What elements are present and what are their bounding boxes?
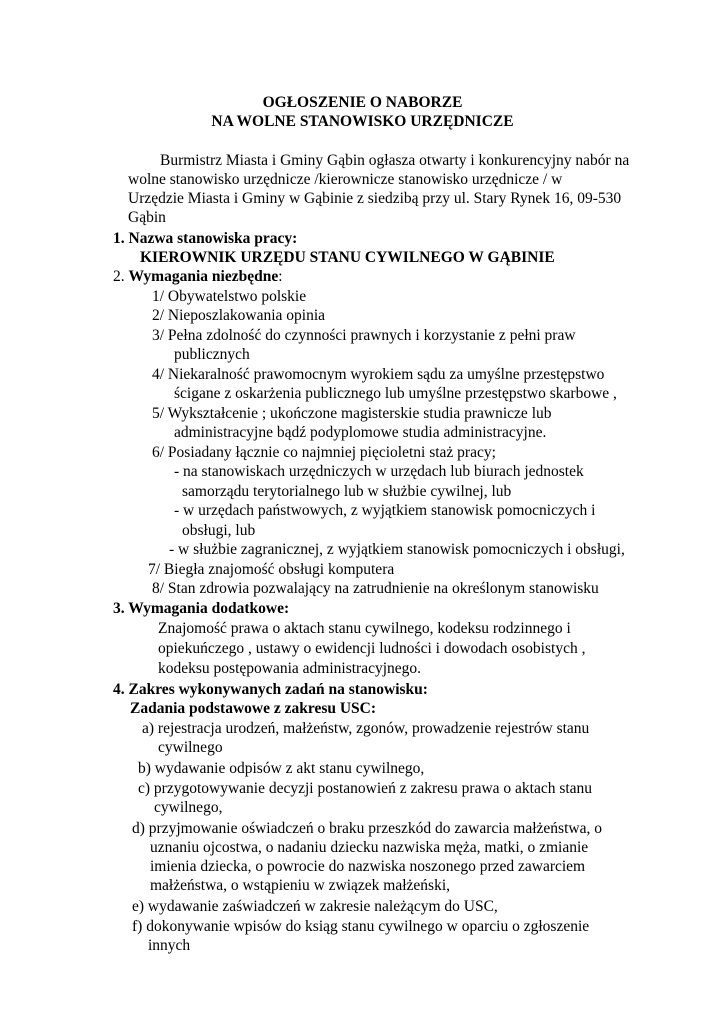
requirement-line: administracyjne bądź podyplomowe studia administracyjne. [174,424,547,441]
section-4-heading: 4. Zakres wykonywanych zadań na stanowisku: [113,681,428,698]
requirement-line: publicznych [174,346,250,363]
requirement-line: - w służbie zagranicznej, z wyjątkiem stanowisk pomocniczych i obsługi, [169,541,625,558]
task-line: c) przygotowywanie decyzji postanowień z zakresu prawa o aktach stanu [138,780,593,797]
section-2-heading [113,267,283,286]
section-2-heading-text: Wymagania niezbędne [128,268,279,285]
title-line-1: OGŁOSZENIE O NABORZE [262,94,463,111]
task-line: d) przyjmowanie oświadczeń o braku przeszkód do zawarcia małżeństwa, o [132,820,602,837]
section-3-heading: 3. Wymagania dodatkowe: [113,600,290,617]
additional-line: opiekuńczego , ustawy o ewidencji ludności i dowodach osobistych , [158,640,586,657]
requirement-line: - na stanowiskach urzędniczych w urzędach lub biurach jednostek [174,463,584,480]
intro-line: Urzędzie Miasta i Gminy w Gąbinie z siedzibą przy ul. Stary Rynek 16, 09-530 [128,190,622,207]
requirement-line: ścigane z oskarżenia publicznego lub umyślne przestępstwo skarbowe , [174,385,617,402]
task-line: cywilnego [158,739,223,756]
section-2-colon: : [278,268,283,285]
task-line: f) dokonywanie wpisów do ksiąg stanu cywilnego w oparciu o zgłoszenie [132,918,590,935]
task-line: uznaniu ojcostwa, o nadaniu dziecku nazwiska męża, matki, o zmianie [150,839,589,856]
task-line: e) wydawanie zaświadczeń w zakresie należącym do USC, [132,898,498,915]
requirement-line: 4/ Niekaralność prawomocnym wyrokiem sądu za umyślne przestępstwo [152,366,605,383]
task-line: innych [148,937,191,954]
intro-line: Gąbin [128,209,166,226]
task-line: imienia dziecka, o powrocie do nazwiska noszonego przed zawarciem [150,858,586,875]
section-2-number: 2. [113,268,129,285]
additional-line: Znajomość prawa o aktach stanu cywilnego, kodeksu rodzinnego i [158,620,571,637]
intro-line: Burmistrz Miasta i Gminy Gąbin ogłasza otwarty i konkurencyjny nabór na [160,152,630,169]
position-name: KIEROWNIK URZĘDU STANU CYWILNEGO W GĄBINIE [140,249,555,266]
requirement-line: 3/ Pełna zdolność do czynności prawnych i korzystanie z pełni praw [152,327,576,344]
requirement-line: 2/ Nieposzlakowania opinia [152,307,326,324]
requirement-line: 7/ Biegła znajomość obsługi komputera [148,561,395,578]
requirement-line: - w urzędach państwowych, z wyjątkiem stanowisk pomocniczych i [174,502,596,519]
additional-line: kodeksu postępowania administracyjnego. [158,660,422,677]
task-line: cywilnego, [154,799,223,816]
section-1-heading: 1. Nazwa stanowiska pracy: [113,230,298,247]
intro-line: wolne stanowisko urzędnicze /kierownicze stanowisko urzędnicze / w [128,171,563,188]
task-line: a) rejestracja urodzeń, małżeństw, zgonów, prowadzenie rejestrów stanu [142,720,590,737]
requirement-line: 8/ Stan zdrowia pozwalający na zatrudnienie na określonym stanowisku [152,580,599,597]
title-line-2: NA WOLNE STANOWISKO URZĘDNICZE [211,113,514,130]
task-line: małżeństwa, o wstąpieniu w związek małżeński, [150,877,450,894]
requirement-line: samorządu terytorialnego lub w służbie cywilnej, lub [182,483,512,500]
requirement-line: 6/ Posiadany łącznie co najmniej pięcioletni staż pracy; [152,444,496,461]
task-line: b) wydawanie odpisów z akt stanu cywilnego, [138,760,425,777]
requirement-line: 5/ Wykształcenie ; ukończone magisterskie studia prawnicze lub [152,405,552,422]
requirement-line: obsługi, lub [182,522,256,539]
requirement-line: 1/ Obywatelstwo polskie [152,288,307,305]
section-4-subheading: Zadania podstawowe z zakresu USC: [130,700,377,717]
